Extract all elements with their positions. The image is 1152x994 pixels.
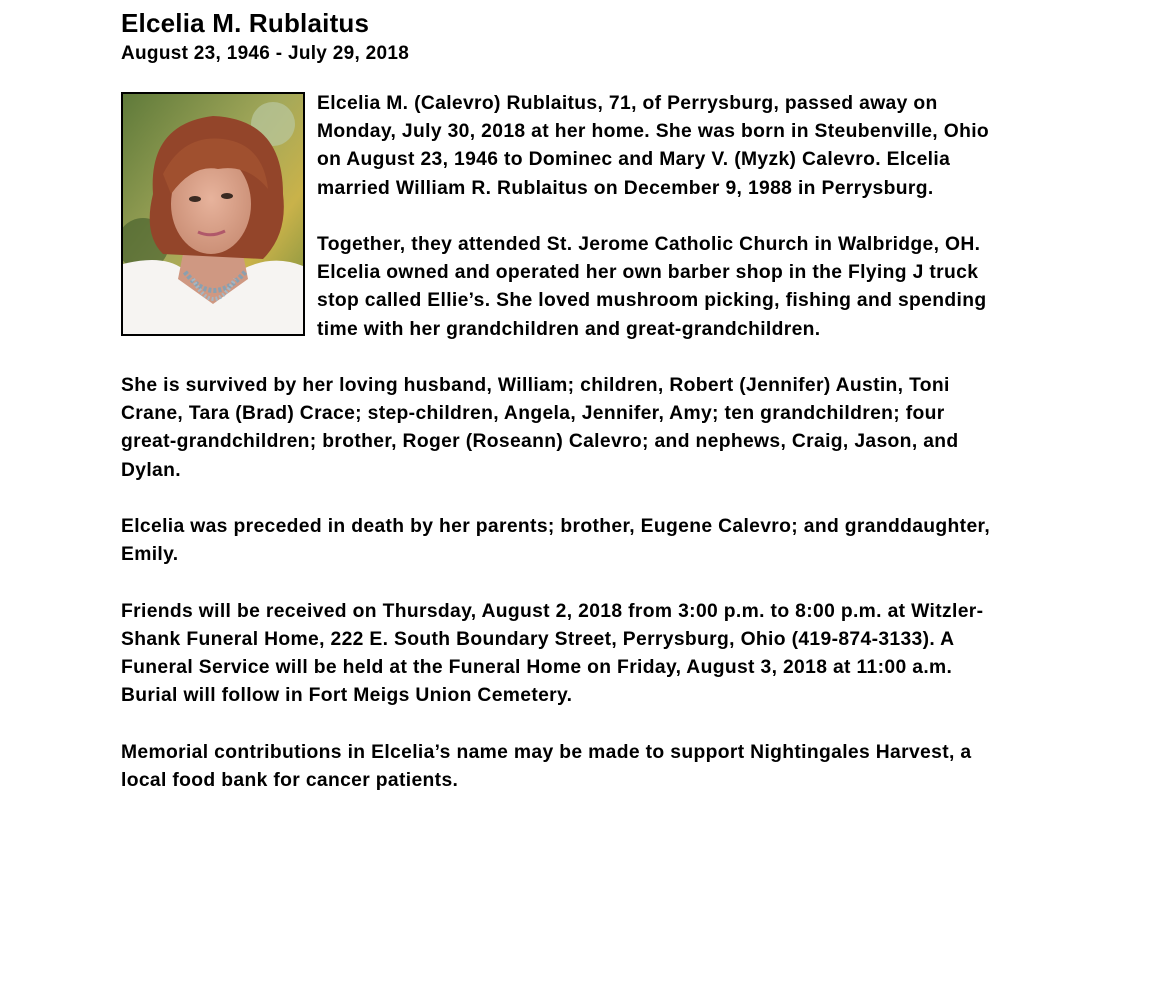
paragraph-memorial: Memorial contributions in Elcelia’s name may be made to support Nightingales Harvest, a local food bank for cancer patients. [121,741,972,791]
portrait-photo [121,92,305,336]
portrait-photo-icon [123,94,303,334]
obituary-body [121,90,1001,795]
paragraph-intro: Elcelia M. (Calevro) Rublaitus, 71, of Perrysburg, passed away on Monday, July 30, 2018 at her home. She was born in Steubenville, Ohio on August 23, 1946 to Dominec and Mary V. (Myzk) Calevro. Elcelia married William R. Rublaitus on December 9, 1988 in Perrysburg. [317,93,990,199]
obituary-document [121,6,1001,823]
obituary-name: Elcelia M. Rublaitus [121,8,370,38]
life-dates: August 23, 1946 - July 29, 2018 [121,43,410,64]
paragraph-life: Together, they attended St. Jerome Catholic Church in Walbridge, OH. Elcelia owned and operated her own barber shop in the Flying J truck stop called Ellie’s. She loved mushroom picking, fishing and spending time with her grandchildren and great-grandchildren. [317,234,987,340]
paragraph-preceded: Elcelia was preceded in death by her parents; brother, Eugene Calevro; and granddaughter, Emily. [121,516,991,566]
paragraph-services: Friends will be received on Thursday, August 2, 2018 from 3:00 p.m. to 8:00 p.m. at Witzler-Shank Funeral Home, 222 E. South Boundary Street, Perrysburg, Ohio (419-874-3133). A Funeral Service will be held at the Funeral Home on Friday, August 3, 2018 at 11:00 a.m. Burial will follow in Fort Meigs Union Cemetery. [121,600,984,707]
paragraph-survivors: She is survived by her loving husband, William; children, Robert (Jennifer) Austin, Toni Crane, Tara (Brad) Crace; step-children, Angela, Jennifer, Amy; ten grandchildren; four great-grandchildren; brother, Roger (Roseann) Calevro; and nephews, Craig, Jason, and Dylan. [121,375,959,481]
